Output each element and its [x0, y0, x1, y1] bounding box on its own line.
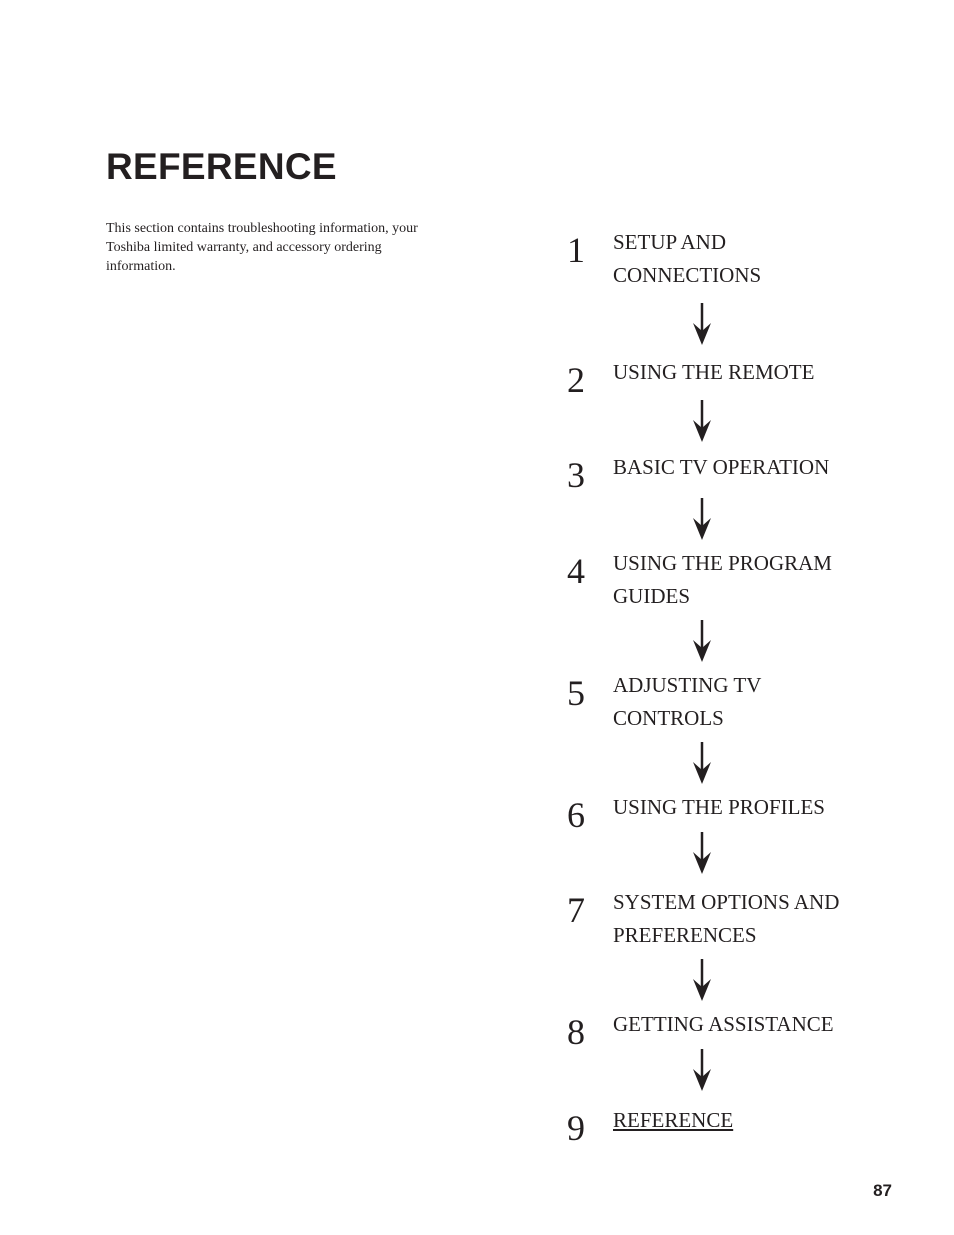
current-step-label: REFERENCE — [613, 1108, 734, 1132]
step-label: USING THE PROFILES — [613, 795, 825, 819]
section-intro: This section contains troubleshooting information, your Toshiba limited warranty, and accessory ordering information. — [106, 221, 418, 274]
step-number: 9 — [567, 1108, 585, 1148]
down-arrow-icon — [690, 620, 714, 664]
step-number: 2 — [567, 360, 585, 400]
step-number: 1 — [567, 230, 585, 270]
step-label: SETUP AND CONNECTIONS — [613, 230, 762, 287]
step-number: 8 — [567, 1012, 585, 1052]
step-number: 4 — [567, 551, 585, 591]
down-arrow-icon — [690, 303, 714, 347]
step-label: ADJUSTING TV CONTROLS — [613, 673, 761, 730]
page-title: REFERENCE — [106, 146, 337, 187]
step-number: 5 — [567, 673, 585, 713]
step-label: BASIC TV OPERATION — [613, 455, 830, 479]
step-label: USING THE PROGRAM GUIDES — [613, 551, 832, 608]
step-number: 3 — [567, 455, 585, 495]
page-number: 87 — [873, 1181, 892, 1200]
step-label: SYSTEM OPTIONS AND PREFERENCES — [613, 890, 840, 947]
down-arrow-icon — [690, 400, 714, 444]
step-number: 7 — [567, 890, 585, 930]
step-label: USING THE REMOTE — [613, 360, 815, 384]
down-arrow-icon — [690, 742, 714, 786]
step-label: GETTING ASSISTANCE — [613, 1012, 834, 1036]
step-number: 6 — [567, 795, 585, 835]
down-arrow-icon — [690, 832, 714, 876]
down-arrow-icon — [690, 1049, 714, 1093]
down-arrow-icon — [690, 959, 714, 1003]
down-arrow-icon — [690, 498, 714, 542]
